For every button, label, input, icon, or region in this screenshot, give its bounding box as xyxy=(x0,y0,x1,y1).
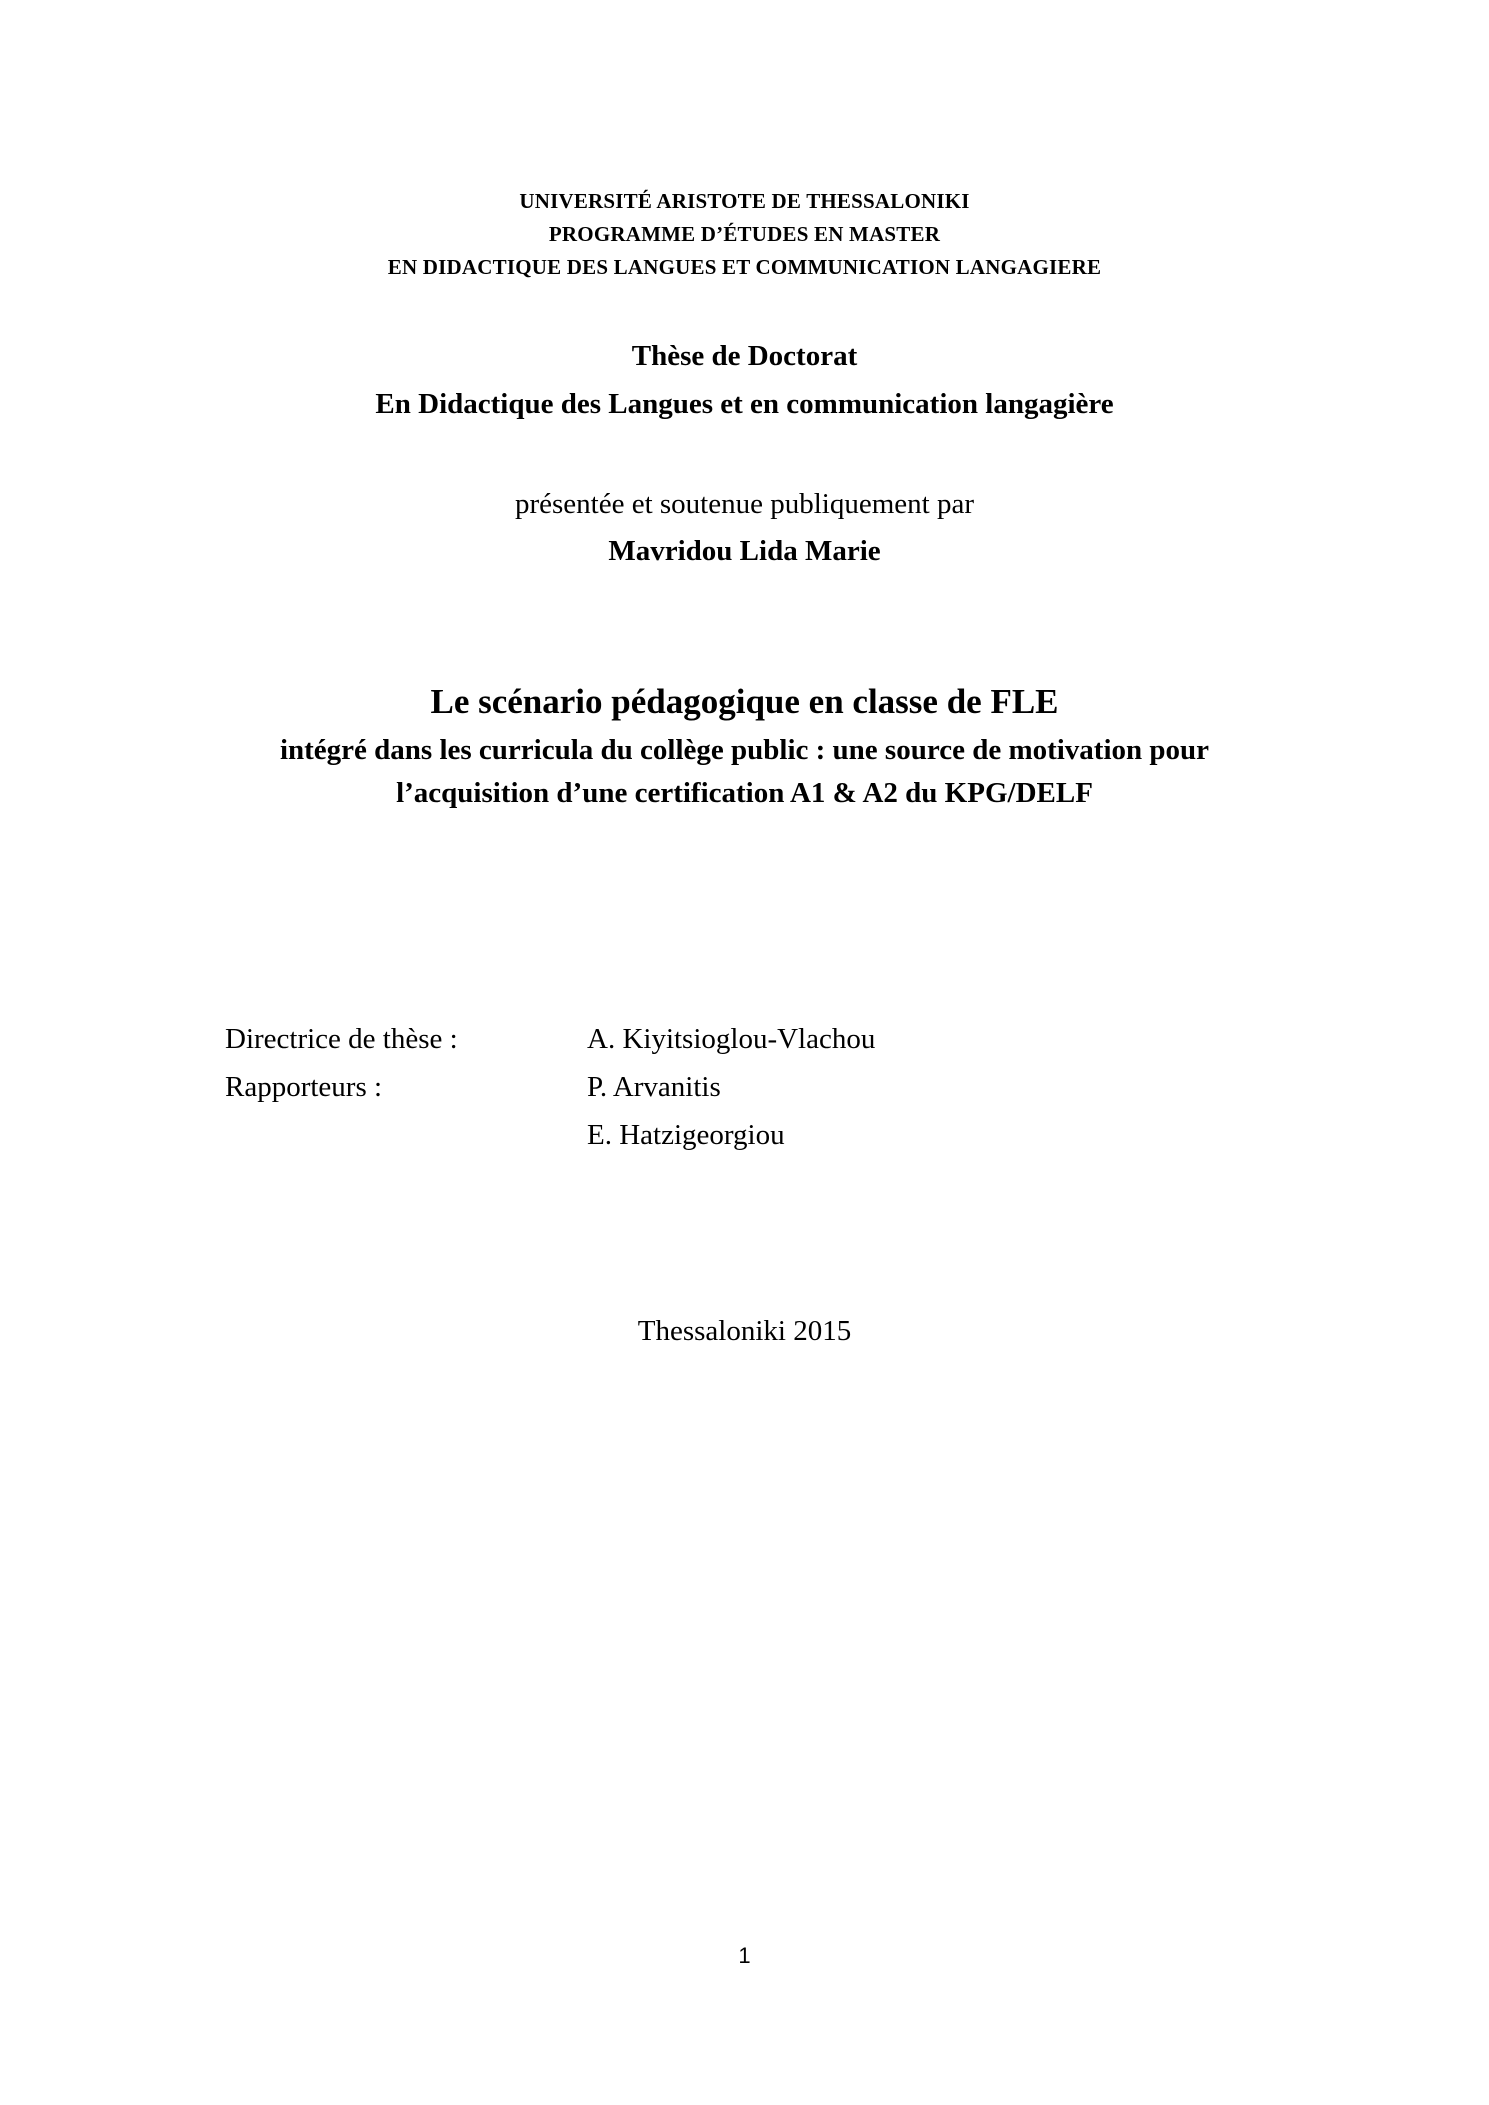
director-label: Directrice de thèse : xyxy=(225,1023,458,1055)
program-field: EN DIDACTIQUE DES LANGUES ET COMMUNICATION LANGAGIERE xyxy=(387,255,1102,279)
presented-by-label: présentée et soutenue publiquement par xyxy=(514,488,974,520)
reporters-label: Rapporteurs : xyxy=(225,1071,383,1103)
place-and-year: Thessaloniki 2015 xyxy=(637,1315,852,1347)
reporter-name: E. Hatzigeorgiou xyxy=(587,1119,785,1151)
thesis-discipline: En Didactique des Langues et en communication langagière xyxy=(375,388,1114,420)
university-name: UNIVERSITÉ ARISTOTE DE THESSALONIKI xyxy=(519,189,970,213)
reporter-name: P. Arvanitis xyxy=(587,1071,721,1103)
thesis-subtitle-line-1: intégré dans les curricula du collège public : une source de motivation pour xyxy=(279,734,1210,766)
director-name: A. Kiyitsioglou-Vlachou xyxy=(587,1023,876,1055)
program-name: PROGRAMME D’ÉTUDES EN MASTER xyxy=(548,222,941,246)
page-number: 1 xyxy=(738,1943,751,1968)
author-name: Mavridou Lida Marie xyxy=(608,535,881,567)
thesis-subtitle-line-2: l’acquisition d’une certification A1 & A2 du KPG/DELF xyxy=(396,777,1093,809)
thesis-title: Le scénario pédagogique en classe de FLE xyxy=(430,682,1059,721)
thesis-type: Thèse de Doctorat xyxy=(631,340,858,372)
